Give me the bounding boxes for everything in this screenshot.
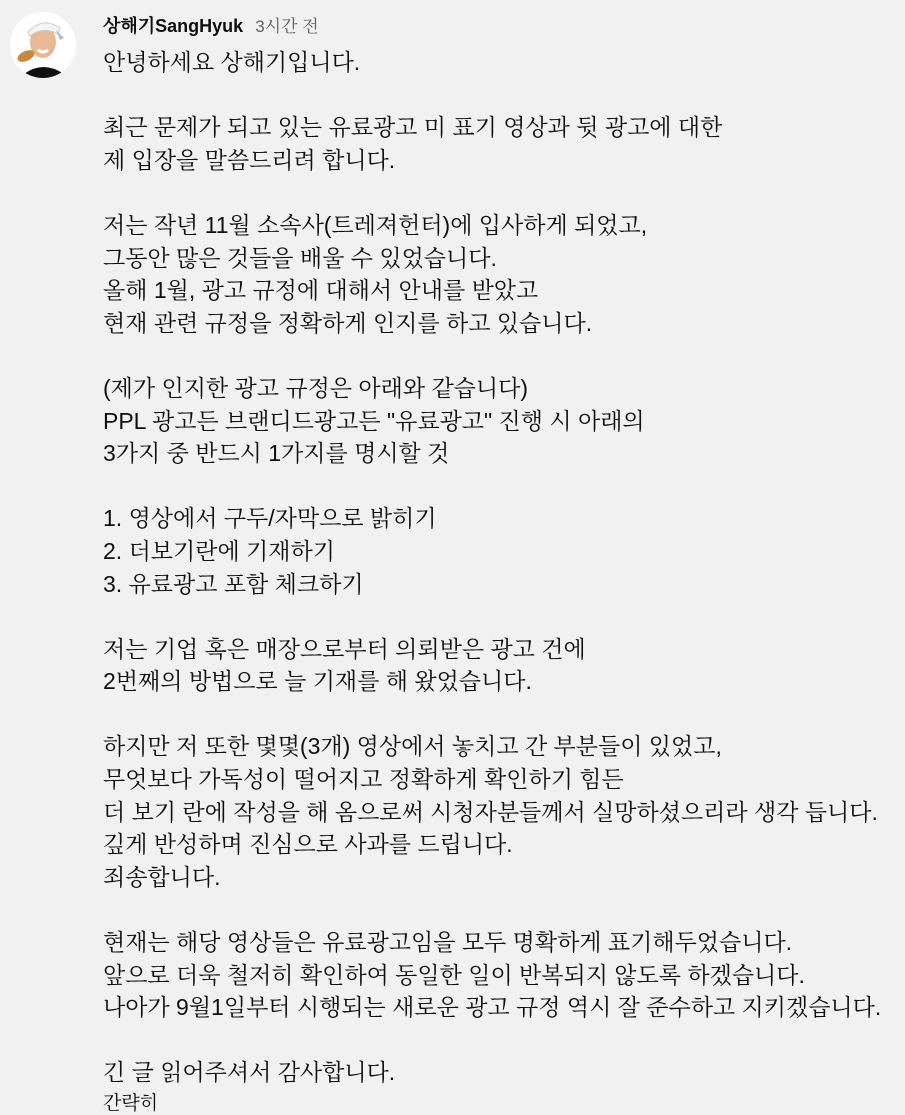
comment-line: 저는 작년 11월 소속사(트레져헌터)에 입사하게 되었고, xyxy=(103,211,648,238)
comment-line: 현재 관련 규정을 정확하게 인지를 하고 있습니다. xyxy=(103,309,593,336)
comment-body xyxy=(103,46,881,1089)
comment-line: 더 보기 란에 작성을 해 옴으로써 시청자분들께서 실망하셨으리라 생각 듭니다. xyxy=(103,798,878,825)
blank-line xyxy=(103,339,881,372)
comment-line: 긴 글 읽어주셔서 감사합니다. xyxy=(103,1059,396,1086)
comment-line: 그동안 많은 것들을 배울 수 있었습니다. xyxy=(103,244,497,271)
comment-line: 안녕하세요 상해기입니다. xyxy=(103,49,361,75)
blank-line xyxy=(103,470,881,503)
comment-line: 나아가 9월1일부터 시행되는 새로운 광고 규정 역시 잘 준수하고 지키겠습니다. xyxy=(103,994,882,1021)
blank-line xyxy=(103,600,881,633)
show-less-button[interactable]: 간략히 xyxy=(103,1093,159,1114)
comment-line: 올해 1월, 광고 규정에 대해서 안내를 받았고 xyxy=(103,277,539,304)
comment-line: 죄송합니다. xyxy=(103,863,221,890)
comment-line: PPL 광고든 브랜디드광고든 "유료광고" 진행 시 아래의 xyxy=(103,407,645,434)
comment-line: 앞으로 더욱 철저히 확인하여 동일한 일이 반복되지 않도록 하겠습니다. xyxy=(103,961,805,988)
comment-timestamp[interactable]: 3시간 전 xyxy=(255,17,319,36)
comment-line: (제가 인지한 광고 규정은 아래와 같습니다) xyxy=(103,374,528,401)
comment-header xyxy=(103,12,319,38)
comment-line: 2. 더보기란에 기재하기 xyxy=(103,537,335,564)
comment-line: 3가지 중 반드시 1가지를 명시할 것 xyxy=(103,440,450,467)
comment-line: 3. 유료광고 포함 체크하기 xyxy=(103,570,364,597)
blank-line xyxy=(103,1024,881,1057)
blank-line xyxy=(103,893,881,926)
author-name[interactable]: 상해기SangHyuk xyxy=(103,16,244,36)
comment-line: 1. 영상에서 구두/자막으로 밝히기 xyxy=(103,505,437,532)
comment-line: 무엇보다 가독성이 떨어지고 정확하게 확인하기 힘든 xyxy=(103,766,624,793)
author-avatar[interactable] xyxy=(10,12,76,78)
comment-line: 최근 문제가 되고 있는 유료광고 미 표기 영상과 뒷 광고에 대한 xyxy=(103,114,723,141)
blank-line xyxy=(103,176,881,209)
comment-line: 현재는 해당 영상들은 유료광고임을 모두 명확하게 표기해두었습니다. xyxy=(103,929,793,956)
avatar-image-icon xyxy=(10,12,76,78)
comment-line: 제 입장을 말씀드리려 합니다. xyxy=(103,146,396,173)
comment-line: 저는 기업 혹은 매장으로부터 의뢰받은 광고 건에 xyxy=(103,635,586,662)
blank-line xyxy=(103,79,881,112)
blank-line xyxy=(103,698,881,731)
comment-line: 2번째의 방법으로 늘 기재를 해 왔었습니다. xyxy=(103,668,532,695)
comment-line: 하지만 저 또한 몇몇(3개) 영상에서 놓치고 간 부분들이 있었고, xyxy=(103,733,722,760)
comment-line: 깊게 반성하며 진심으로 사과를 드립니다. xyxy=(103,831,513,858)
